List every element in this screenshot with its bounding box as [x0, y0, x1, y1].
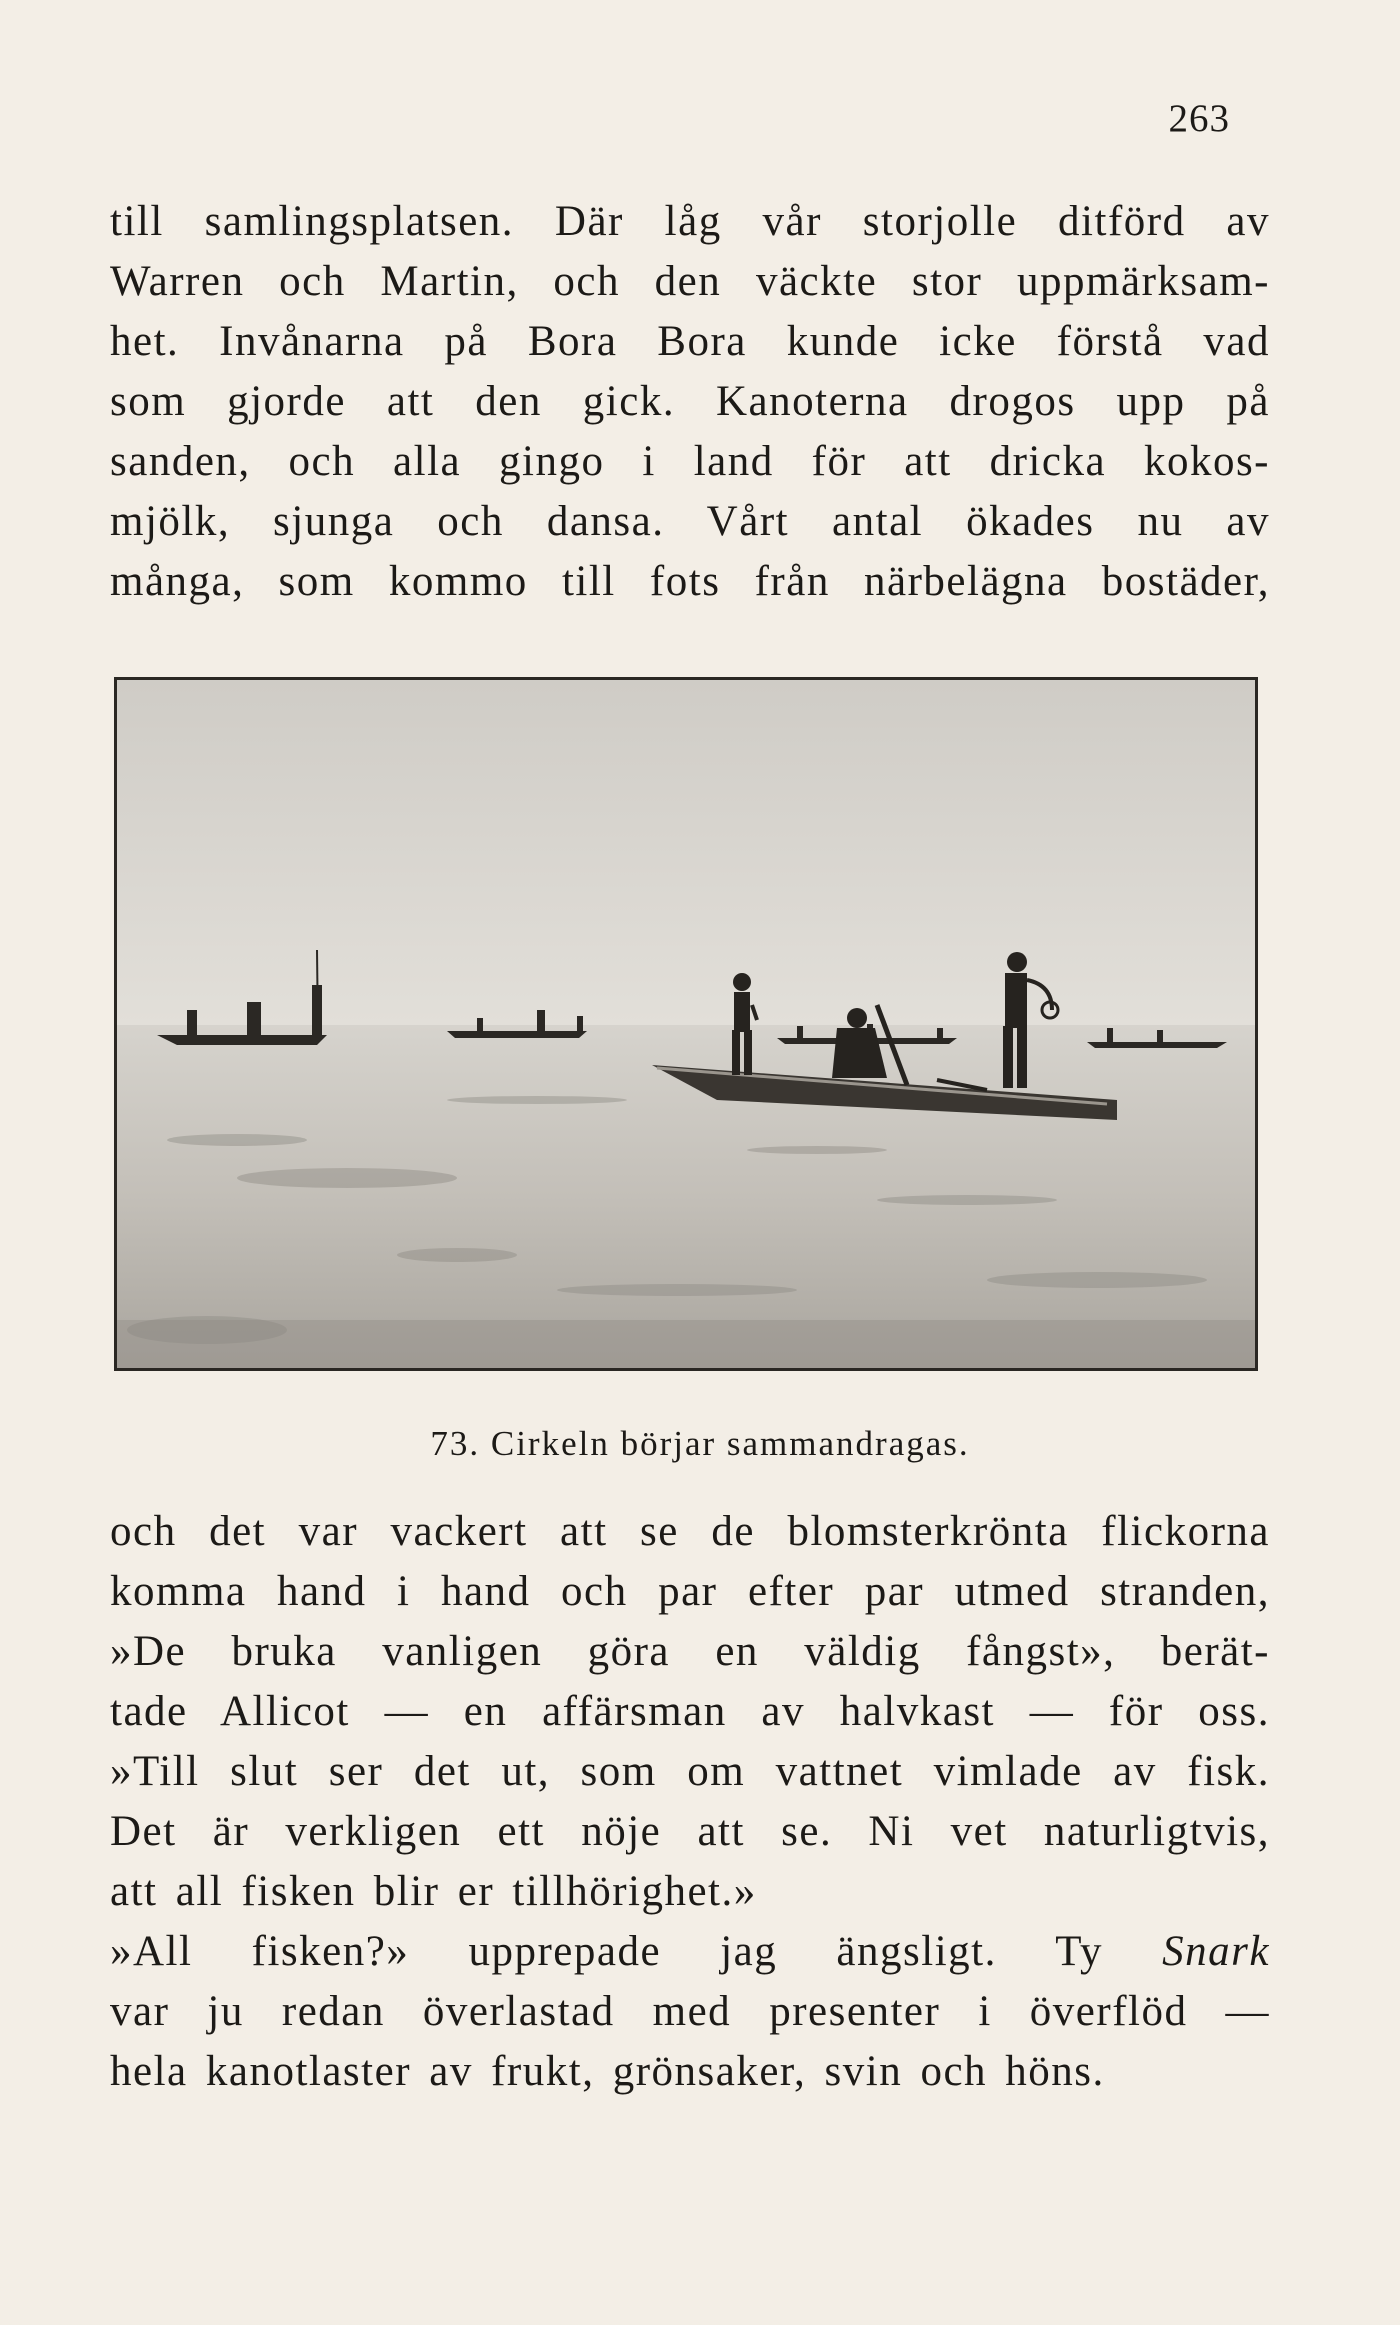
text-line: mjölk, sjunga och dansa. Vårt antal ökades nu av: [110, 498, 1270, 545]
text-line: och det var vackert att se de blomsterkrönta flickorna: [110, 1508, 1270, 1555]
text-line: många, som kommo till fots från närbelägna bostäder,: [110, 558, 1270, 605]
text-line: het. Invånarna på Bora Bora kunde icke förstå vad: [110, 318, 1270, 365]
text-line: Warren och Martin, och den väckte stor uppmärksam-: [110, 258, 1270, 305]
text-line: tade Allicot — en affärsman av halvkast — för oss.: [110, 1688, 1270, 1735]
canoe-lagoon-photo: [117, 680, 1255, 1368]
page-number: 263: [1168, 97, 1230, 140]
text-line-part: »All fisken?» upprepade jag ängsligt. Ty: [110, 1928, 1163, 1975]
text-line: »De bruka vanligen göra en väldig fångst», berät-: [110, 1628, 1270, 1675]
text-line: Det är verkligen ett nöje att se. Ni vet naturligtvis,: [110, 1808, 1270, 1855]
paragraph-bottom: [110, 1502, 1270, 2102]
text-line: till samlingsplatsen. Där låg vår storjolle ditförd av: [110, 198, 1270, 245]
figure-caption: 73. Cirkeln börjar sammandragas.: [430, 1424, 970, 1463]
paragraph-top: [110, 192, 1270, 612]
text-line: som gjorde att den gick. Kanoterna drogos upp på: [110, 378, 1270, 425]
text-line: hela kanotlaster av frukt, grönsaker, svin och höns.: [110, 2048, 1105, 2095]
text-line: sanden, och alla gingo i land för att dricka kokos-: [110, 438, 1270, 485]
text-line: att all fisken blir er tillhörighet.»: [110, 1868, 757, 1915]
text-line: »Till slut ser det ut, som om vattnet vimlade av fisk.: [110, 1748, 1270, 1795]
text-line: komma hand i hand och par efter par utmed stranden,: [110, 1568, 1270, 1615]
italic-ship-name: Snark: [1162, 1928, 1270, 1975]
text-line: var ju redan överlastad med presenter i överflöd —: [110, 1988, 1270, 2035]
photo-figure: [114, 677, 1258, 1371]
text-line: [110, 1922, 1270, 1982]
